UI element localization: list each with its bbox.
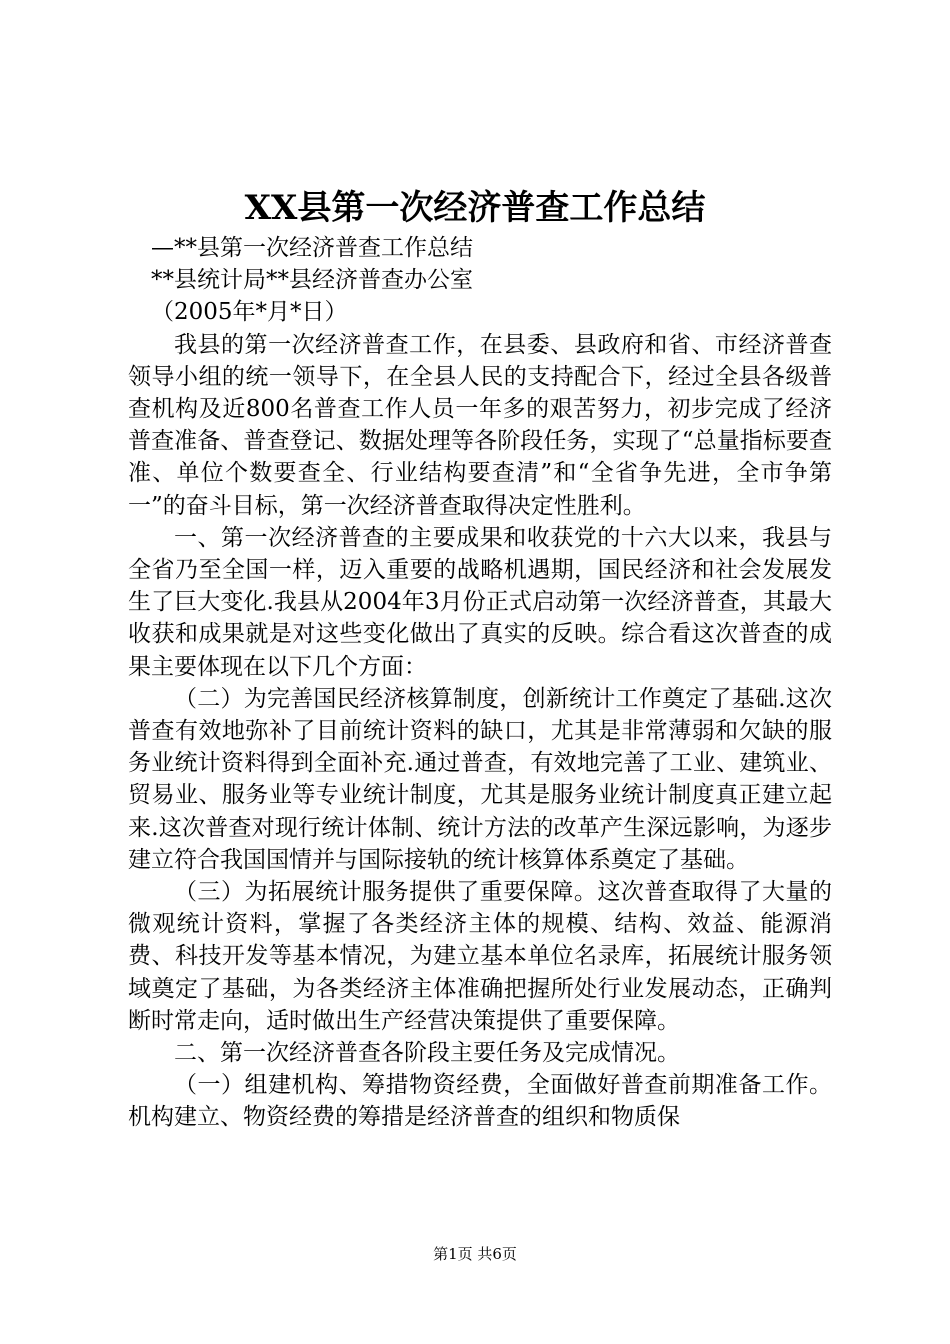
paragraph: 二、第一次经济普查各阶段主要任务及完成情况。 [174, 1040, 680, 1067]
paragraph: 我县的第一次经济普查工作，在县委、县政府和省、市经济普查领导小组的统一领导下，在全县人民的支持配合下，经过全县各级普查机构及近800名普查工作人员一年多的艰苦努力，初步完成了经济普查准备、普查登记、数据处理等各阶段任务，实现了“总量指标要查准、单位个数要查全、行业结构要查清”和“全省争先进，全市争第一”的奋斗目标，第一次经济普查取得决定性胜利。 [128, 331, 832, 519]
paragraph: （二）为完善国民经济核算制度，创新统计工作奠定了基础.这次普查有效地弥补了目前统计资料的缺口，尤其是非常薄弱和欠缺的服务业统计资料得到全面补充.通过普查，有效地完善了工业、建筑业、贸易业、服务业等专业统计制度，尤其是服务业统计制度真正建立起来.这次普查对现行统计体制、统计方法的改革产生深远影响，为逐步建立符合我国国情并与国际接轨的统计核算体系奠定了基础。 [128, 685, 832, 873]
paragraph: （一）组建机构、筹措物资经费，全面做好普查前期准备工作。机构建立、物资经费的筹措是经济普查的组织和物质保 [128, 1072, 832, 1131]
document-title: XX县第一次经济普查工作总结 [244, 188, 706, 228]
document-date: （2005年*月*日） [151, 299, 348, 326]
paragraph: 一、第一次经济普查的主要成果和收获党的十六大以来，我县与全省乃至全国一样，迈入重要的战略机遇期，国民经济和社会发展发生了巨大变化.我县从2004年3月份正式启动第一次经济普查，其最大收获和成果就是对这些变化做出了真实的反映。综合看这次普查的成果主要体现在以下几个方面： [128, 524, 832, 680]
paragraph: （三）为拓展统计服务提供了重要保障。这次普查取得了大量的微观统计资料，掌握了各类经济主体的规模、结构、效益、能源消费、科技开发等基本情况，为建立基本单位名录库，拓展统计服务领域奠定了基础，为各类经济主体准确把握所处行业发展动态，正确判断时常走向，适时做出生产经营决策提供了重要保障。 [128, 879, 832, 1034]
page-number-footer: 第1页 共6页 [433, 1245, 517, 1263]
document-body [128, 232, 832, 1134]
document-author: **县统计局**县经济普查办公室 [151, 267, 473, 294]
document-subtitle: —**县第一次经济普查工作总结 [151, 235, 473, 261]
